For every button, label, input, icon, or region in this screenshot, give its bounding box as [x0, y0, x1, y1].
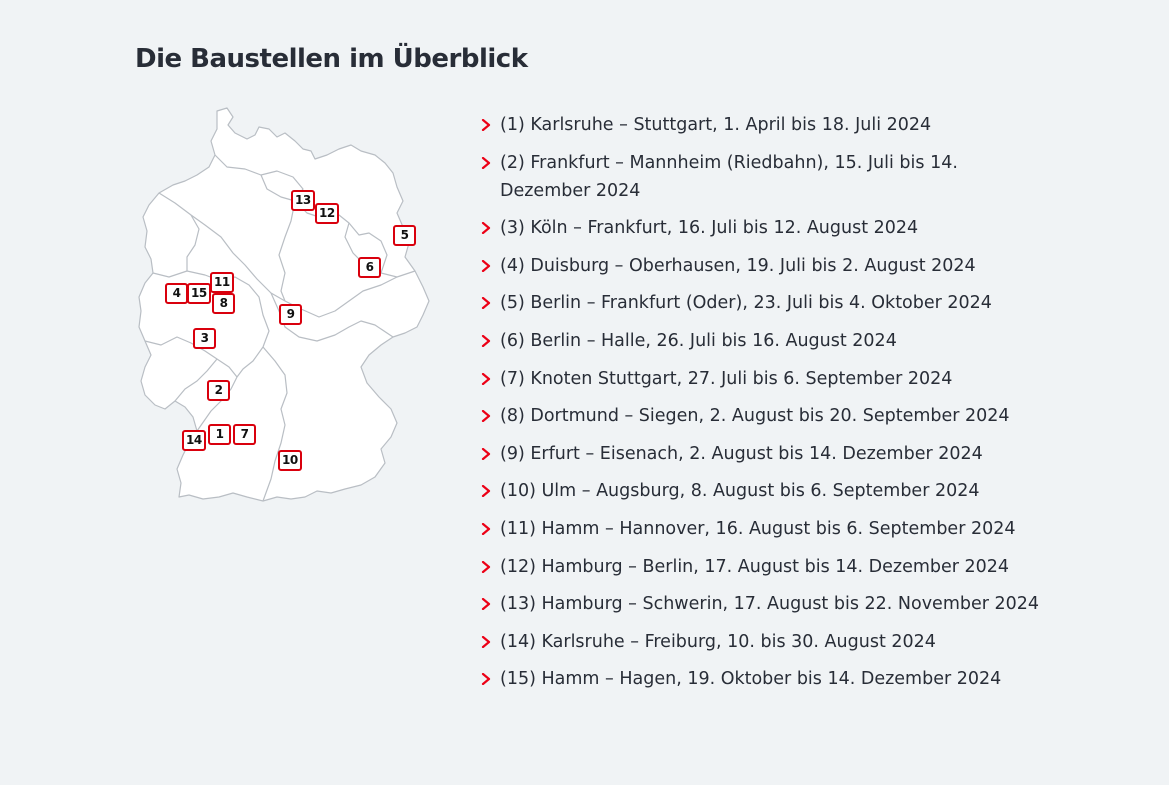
list-item: [480, 365, 1040, 393]
chevron-right-icon: [480, 157, 492, 169]
list-item-text: (1) Karlsruhe – Stuttgart, 1. April bis 18. Juli 2024: [500, 115, 932, 135]
chevron-right-icon: [480, 598, 492, 610]
map-marker-8[interactable]: 8: [212, 293, 235, 314]
map-marker-3[interactable]: 3: [193, 328, 216, 349]
germany-map: [135, 105, 435, 505]
chevron-right-icon: [480, 260, 492, 272]
list-item-text: (14) Karlsruhe – Freiburg, 10. bis 30. August 2024: [500, 631, 936, 652]
map-marker-11[interactable]: 11: [210, 272, 234, 293]
chevron-right-icon: [480, 673, 492, 685]
list-item-text: (2) Frankfurt – Mannheim (Riedbahn), 15. Juli bis 14. Dezember 2024: [500, 152, 958, 201]
list-item: [480, 327, 1040, 355]
map-marker-10[interactable]: 10: [278, 450, 302, 471]
map-marker-4[interactable]: 4: [165, 283, 188, 304]
list-item: [480, 111, 1040, 139]
list-item: [480, 553, 1040, 581]
map-marker-1[interactable]: 1: [208, 424, 231, 445]
map-marker-2[interactable]: 2: [207, 380, 230, 401]
list-item: [480, 149, 1040, 205]
list-item-text: (7) Knoten Stuttgart, 27. Juli bis 6. September 2024: [500, 368, 953, 389]
list-item-text: (3) Köln – Frankfurt, 16. Juli bis 12. August 2024: [500, 218, 919, 239]
list-item: [480, 289, 1040, 317]
list-item: [480, 665, 1040, 693]
list-item-text: (4) Duisburg – Oberhausen, 19. Juli bis 2. August 2024: [500, 255, 976, 276]
chevron-right-icon: [480, 335, 492, 347]
page-title: Die Baustellen im Überblick: [135, 44, 528, 74]
list-item: [480, 477, 1040, 505]
list-item: [480, 590, 1040, 618]
map-marker-5[interactable]: 5: [393, 225, 416, 246]
list-item-text: (11) Hamm – Hannover, 16. August bis 6. September 2024: [500, 518, 1016, 539]
list-item-text: (6) Berlin – Halle, 26. Juli bis 16. August 2024: [500, 330, 897, 351]
chevron-right-icon: [480, 636, 492, 648]
chevron-right-icon: [480, 448, 492, 460]
list-item-text: (10) Ulm – Augsburg, 8. August bis 6. September 2024: [500, 481, 980, 502]
list-item-text: (12) Hamburg – Berlin, 17. August bis 14. Dezember 2024: [500, 556, 1010, 577]
chevron-right-icon: [480, 119, 492, 131]
list-item-text: (8) Dortmund – Siegen, 2. August bis 20. September 2024: [500, 406, 1010, 427]
map-marker-7[interactable]: 7: [233, 424, 256, 445]
list-item: [480, 440, 1040, 468]
chevron-right-icon: [480, 561, 492, 573]
list-item-text: (5) Berlin – Frankfurt (Oder), 23. Juli bis 4. Oktober 2024: [500, 293, 992, 314]
list-item: [480, 214, 1040, 242]
list-item-text: (13) Hamburg – Schwerin, 17. August bis 22. November 2024: [500, 594, 1040, 615]
map-marker-6[interactable]: 6: [358, 257, 381, 278]
list-item: [480, 402, 1040, 430]
map-marker-9[interactable]: 9: [279, 304, 302, 325]
chevron-right-icon: [480, 297, 492, 309]
map-marker-15[interactable]: 15: [187, 283, 211, 304]
construction-site-list: [480, 111, 1040, 703]
map-marker-12[interactable]: 12: [315, 203, 339, 224]
list-item-text: (9) Erfurt – Eisenach, 2. August bis 14. Dezember 2024: [500, 443, 983, 464]
chevron-right-icon: [480, 410, 492, 422]
chevron-right-icon: [480, 523, 492, 535]
map-marker-13[interactable]: 13: [291, 190, 315, 211]
list-item: [480, 252, 1040, 280]
list-item: [480, 628, 1040, 656]
list-item: [480, 515, 1040, 543]
chevron-right-icon: [480, 373, 492, 385]
list-item-text: (15) Hamm – Hagen, 19. Oktober bis 14. Dezember 2024: [500, 669, 1002, 690]
chevron-right-icon: [480, 485, 492, 497]
map-marker-14[interactable]: 14: [182, 430, 206, 451]
chevron-right-icon: [480, 222, 492, 234]
